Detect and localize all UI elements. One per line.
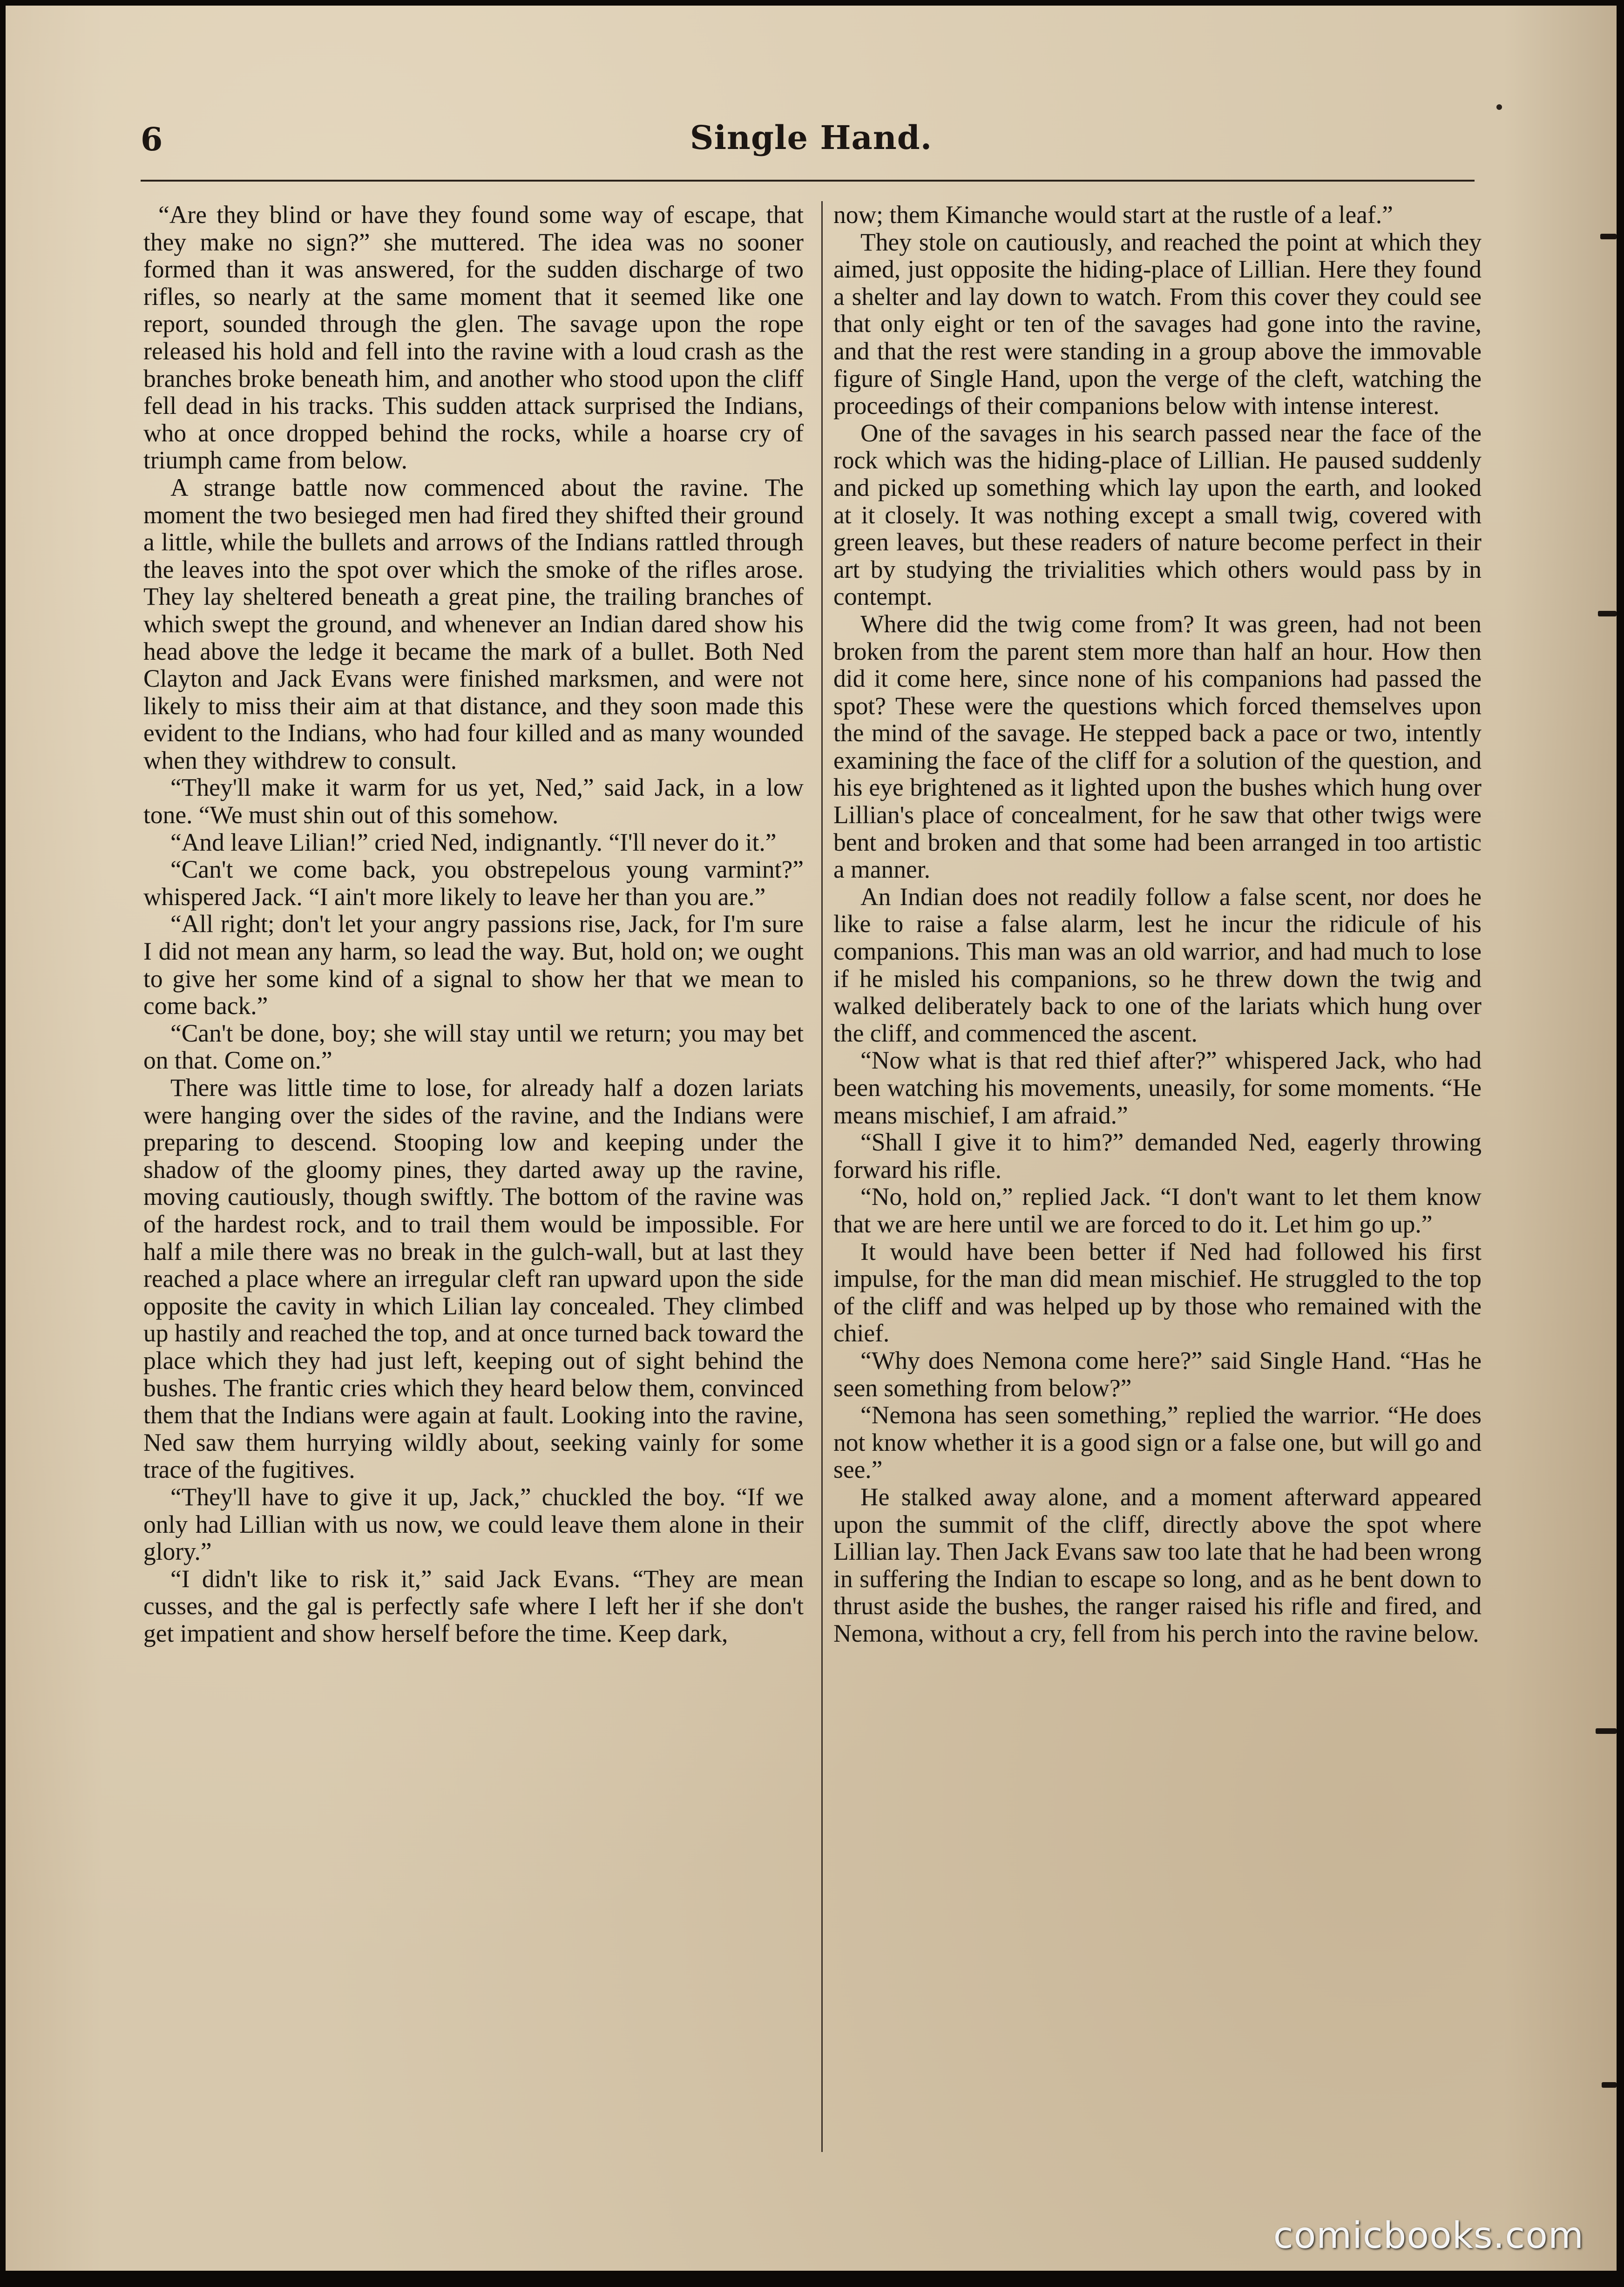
magazine-page: [6, 6, 1617, 2271]
running-head: Single Hand.: [690, 118, 933, 157]
paragraph: “Now what is that red thief after?” whispered Jack, who had been watching his movements, uneasily, for some moments. “He means mischief, I am afraid.”: [833, 1046, 1482, 1129]
paragraph: “Are they blind or have they found some way of escape, that they make no sign?” she muttered. The idea was no sooner formed than it was answered, for the sudden discharge of two rifles, so nearly at the same moment that it seemed like one report, sounded through the glen. The savage upon the rope released his hold and fell into the ravine with a loud crash as the branches broke beneath him, and another who stood upon the cliff fell dead in his tracks. This sudden attack surprised the Indians, who at once dropped behind the rocks, while a hoarse cry of triumph came from below.: [143, 201, 804, 474]
paragraph: now; them Kimanche would start at the rustle of a leaf.”: [833, 201, 1393, 229]
paragraph: “Why does Nemona come here?” said Single Hand. “Has he seen something from below?”: [833, 1346, 1482, 1402]
paragraph: “No, hold on,” replied Jack. “I don't want to let them know that we are here until we are forced to do it. Let him go up.”: [833, 1183, 1482, 1238]
binding-mark: [1596, 1728, 1617, 1734]
paragraph: An Indian does not readily follow a false scent, nor does he like to raise a false alarm, lest he incur the ridicule of his companions. This man was an old warrior, and had much to lose if he misled his companions, so he threw down the twig and walked deliberately back to one of the lariats which hung over the cliff, and commenced the ascent.: [833, 882, 1482, 1047]
header-rule: [141, 180, 1475, 182]
paragraph: There was little time to lose, for already half a dozen lariats were hanging over the sides of the ravine, and the Indians were preparing to descend. Stooping low and keeping under the shadow of the gloomy pines, they darted away up the ravine, moving cautiously, though swiftly. The bottom of the ravine was of the hardest rock, and to trail them would be impossible. For half a mile there was no break in the gulch-wall, but at last they reached a place where an irregular cleft ran upward upon the side opposite the cavity in which Lilian lay concealed. They climbed up hastily and reached the top, and at once turned back toward the place which they had just left, keeping out of sight behind the bushes. The frantic cries which they heard below them, convinced them that the Indians were again at fault. Looking into the ravine, Ned saw them hurrying wildly about, seeking vainly for some trace of the fugitives.: [143, 1074, 804, 1484]
binding-mark: [1602, 2082, 1617, 2088]
paragraph: Where did the twig come from? It was green, had not been broken from the parent stem more than half an hour. How then did it come here, since none of his companions had passed the spot? These were the questions which forced themselves upon the mind of the savage. He stepped back a pace or two, intently examining the face of the cliff for a solution of the question, and his eye brightened as it lighted upon the bushes which hung over Lillian's place of concealment, for he saw that other twigs were bent and broken and that some had been arranged in too artistic a manner.: [833, 609, 1482, 884]
paragraph: It would have been better if Ned had followed his first impulse, for the man did mean mischief. He struggled to the top of the cliff and was helped up by those who remained with the chief.: [833, 1237, 1482, 1347]
paragraph: “They'll have to give it up, Jack,” chuckled the boy. “If we only had Lillian with us now, we could leave them alone in their glory.”: [143, 1482, 804, 1566]
paragraph: “They'll make it warm for us yet, Ned,” said Jack, in a low tone. “We must shin out of this somehow.: [143, 773, 804, 829]
paragraph: “Shall I give it to him?” demanded Ned, eagerly throwing forward his rifle.: [833, 1128, 1482, 1184]
right-text-column: [833, 201, 1482, 1647]
watermark: comicbooks.com: [1273, 2215, 1584, 2257]
page-number: 6: [141, 121, 163, 158]
binding-mark: [1598, 611, 1617, 616]
paragraph: “Nemona has seen something,” replied the warrior. “He does not know whether it is a good sign or a false one, but will go and see.”: [833, 1401, 1482, 1484]
binding-mark: [1600, 234, 1617, 239]
paragraph: A strange battle now commenced about the ravine. The moment the two besieged men had fired they shifted their ground a little, while the bullets and arrows of the Indians rattled through the leaves into the spot over which the smoke of the rifles arose. They lay sheltered beneath a great pine, the trailing branches of which swept the ground, and whenever an Indian dared show his head above the ledge it became the mark of a bullet. Both Ned Clayton and Jack Evans were finished marksmen, and were not likely to miss their aim at that distance, and they soon made this evident to the Indians, who had four killed and as many wounded when they withdrew to consult.: [143, 473, 804, 774]
paragraph: He stalked away alone, and a moment afterward appeared upon the summit of the cliff, directly above the spot where Lillian lay. Then Jack Evans saw too late that he had been wrong in suffering the Indian to escape so long, and as he bent down to thrust aside the bushes, the ranger raised his rifle and fired, and Nemona, without a cry, fell from his perch into the ravine below.: [833, 1482, 1482, 1647]
left-text-column: [143, 201, 804, 1647]
paragraph: They stole on cautiously, and reached the point at which they aimed, just opposite the hiding-place of Lillian. Here they found a shelter and lay down to watch. From this cover they could see that only eight or ten of the savages had gone into the ravine, and that the rest were standing in a group above the immovable figure of Single Hand, upon the verge of the cleft, watching the proceedings of their companions below with intense interest.: [833, 228, 1482, 420]
paragraph: “I didn't like to risk it,” said Jack Evans. “They are mean cusses, and the gal is perfectly safe where I left her if she don't get impatient and show herself before the time. Keep dark,: [143, 1564, 804, 1647]
paragraph: “Can't be done, boy; she will stay until we return; you may bet on that. Come on.”: [143, 1019, 804, 1075]
paragraph: “Can't we come back, you obstrepelous young varmint?” whispered Jack. “I ain't more likely to leave her than you are.”: [143, 855, 804, 911]
printing-speck: [1496, 104, 1502, 110]
paragraph: “And leave Lilian!” cried Ned, indignantly. “I'll never do it.”: [170, 828, 777, 856]
column-rule: [821, 201, 823, 2152]
paragraph: One of the savages in his search passed near the face of the rock which was the hiding-place of Lillian. He paused suddenly and picked up something which lay upon the earth, and looked at it closely. It was nothing except a small twig, covered with green leaves, but these readers of nature become perfect in their art by studying the trivialities which others would pass by in contempt.: [833, 419, 1482, 611]
paragraph: “All right; don't let your angry passions rise, Jack, for I'm sure I did not mean any harm, so lead the way. But, hold on; we ought to give her some kind of a signal to show her that we mean to come back.”: [143, 910, 804, 1020]
